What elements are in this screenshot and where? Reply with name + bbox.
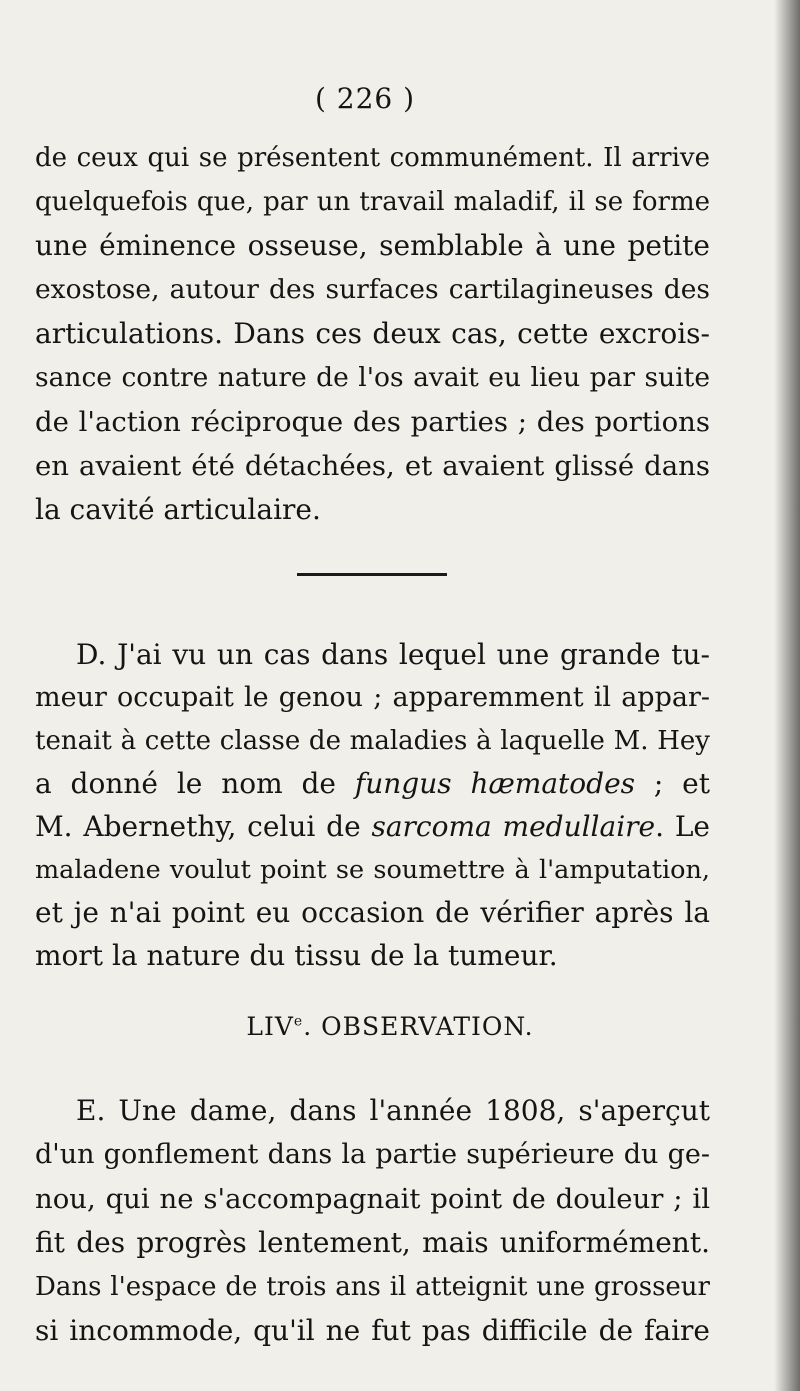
text-segment: M. Abernethy, celui de xyxy=(35,810,372,843)
observation-heading xyxy=(0,1012,780,1041)
heading-roman: LIV xyxy=(246,1012,294,1041)
text-line: exostose, autour des surfaces cartilagineuses des xyxy=(35,274,710,305)
text-line: D. J'ai vu un cas dans lequel une grande tu- xyxy=(76,638,710,671)
text-line: articulations. Dans ces deux cas, cette excrois- xyxy=(35,317,710,350)
text-segment: . Le xyxy=(655,810,710,843)
text-line: fit des progrès lentement, mais uniformément. xyxy=(35,1226,710,1259)
heading-superscript: e xyxy=(293,1013,304,1030)
text-line: et je n'ai point eu occasion de vérifier après la xyxy=(35,896,710,929)
text-line: la cavité articulaire. xyxy=(35,493,321,526)
text-segment: a donné le nom de xyxy=(35,767,355,800)
text-line: Dans l'espace de trois ans il atteignit une grosseur xyxy=(35,1272,710,1302)
text-line: de l'action réciproque des parties ; des portions xyxy=(35,406,710,438)
page-edge-shadow xyxy=(774,0,800,1391)
text-line: si incommode, qu'il ne fut pas difficile de faire xyxy=(35,1314,710,1347)
heading-text: . OBSERVATION. xyxy=(303,1012,534,1041)
text-line: sance contre nature de l'os avait eu lieu par suite xyxy=(35,362,710,393)
text-segment: ; et xyxy=(635,767,710,800)
text-line: maladene voulut point se soumettre à l'amputation, xyxy=(35,855,710,885)
text-line: E. Une dame, dans l'année 1808, s'aperçut xyxy=(76,1094,710,1127)
section-rule xyxy=(297,573,447,576)
italic-term: sarcoma medullaire xyxy=(371,810,656,843)
text-line xyxy=(35,805,710,849)
italic-term: fungus hæmatodes xyxy=(354,767,636,800)
text-line xyxy=(35,762,710,806)
text-line: d'un gonflement dans la partie supérieure du ge- xyxy=(35,1139,710,1170)
text-line: de ceux qui se présentent communément. Il arrive xyxy=(35,143,710,173)
text-line: quelquefois que, par un travail maladif, il se forme xyxy=(35,187,710,217)
page-number: ( 226 ) xyxy=(314,82,416,115)
text-line: meur occupait le genou ; apparemment il appar- xyxy=(35,682,710,713)
text-line: tenait à cette classe de maladies à laquelle M. Hey xyxy=(35,726,710,756)
text-line: en avaient été détachées, et avaient glissé dans xyxy=(35,450,710,482)
text-line: mort la nature du tissu de la tumeur. xyxy=(35,939,558,972)
text-line: nou, qui ne s'accompagnait point de douleur ; il xyxy=(35,1183,710,1215)
text-line: une éminence osseuse, semblable à une petite xyxy=(35,229,710,262)
